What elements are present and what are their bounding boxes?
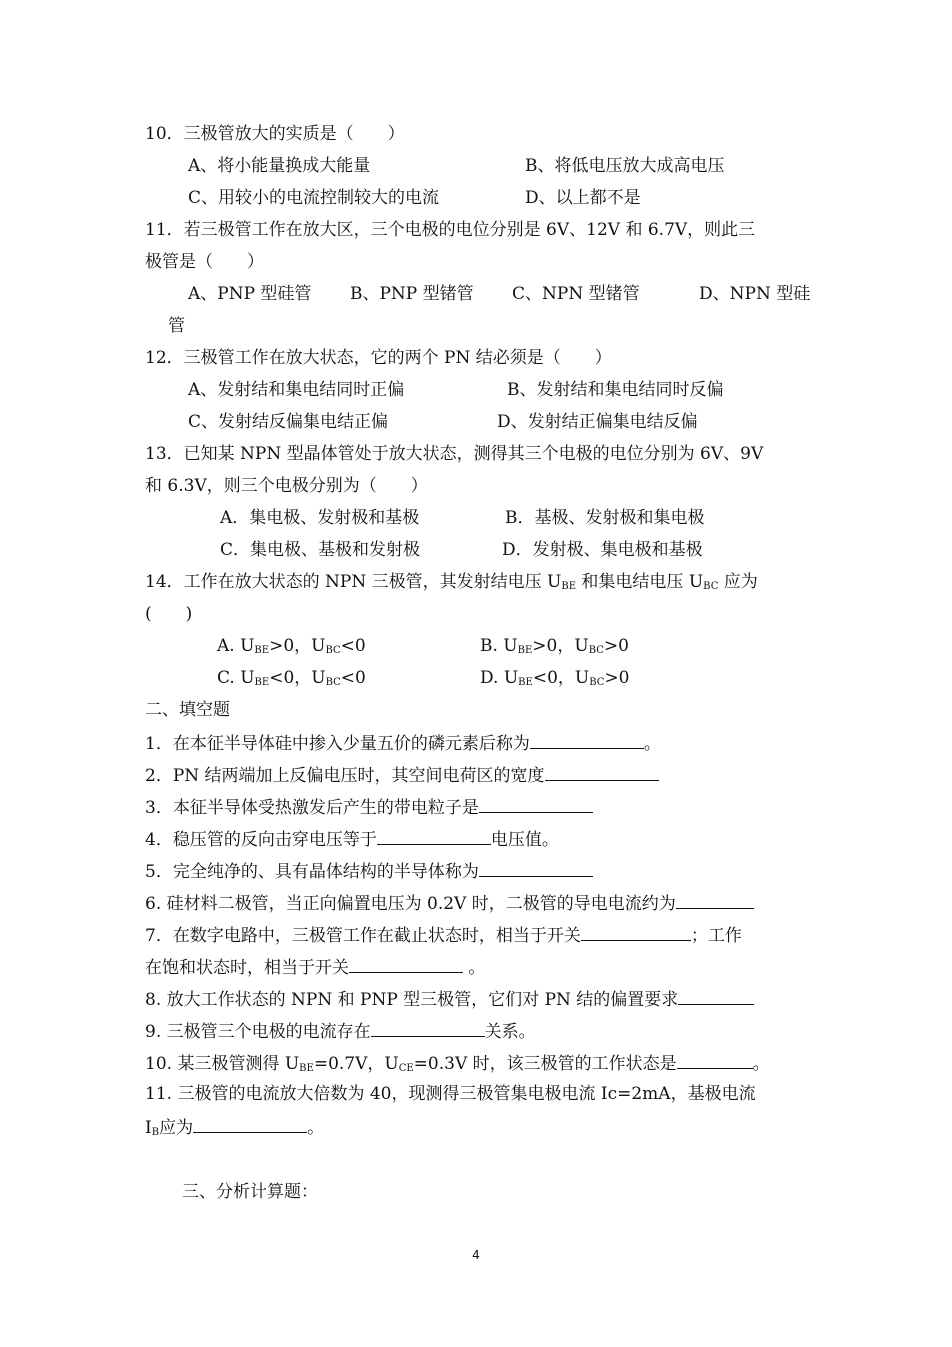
question-13-stem-line2: 和 6.3V，则三个电极分别为（ ）	[145, 476, 428, 496]
answer-blank[interactable]	[371, 1018, 485, 1037]
fill-2-text: 2．PN 结两端加上反偏电压时，其空间电荷区的宽度	[145, 766, 545, 786]
question-11-option-d: D、NPN 型硅	[699, 284, 811, 304]
fill-2	[145, 762, 659, 786]
fill-4-end: 电压值。	[490, 830, 559, 850]
question-11-option-a: A、PNP 型硅管	[188, 284, 312, 304]
opt-c-part: <0	[340, 668, 366, 688]
fill-9	[145, 1018, 536, 1042]
fill-10-end: 。	[752, 1054, 770, 1074]
opt-c-part: <0，U	[269, 668, 326, 688]
answer-blank[interactable]	[479, 794, 593, 813]
question-13-stem-line1: 13．已知某 NPN 型晶体管处于放大状态，测得其三个电极的电位分别为 6V、9V	[145, 444, 764, 464]
opt-c-part: C. U	[217, 668, 255, 688]
question-14-option-a	[217, 634, 366, 658]
opt-a-part: A. U	[217, 636, 255, 656]
question-12-option-c: C、发射结反偏集电结正偏	[188, 412, 389, 432]
question-11-stem-line1: 11．若三极管工作在放大区，三个电极的电位分别是 6V、12V 和 6.7V，则此三	[145, 220, 756, 240]
question-10-option-b: B、将低电压放大成高电压	[525, 156, 725, 176]
fill-10-text-a: 10. 某三极管测得 U	[145, 1054, 300, 1074]
opt-b-sub2: BC	[588, 645, 604, 656]
fill-7-text: 7．在数字电路中，三极管工作在截止状态时，相当于开关	[145, 926, 581, 946]
section-3-heading: 三、分析计算题：	[182, 1182, 318, 1202]
fill-7-mid: ；工作	[690, 926, 742, 946]
fill-6	[145, 890, 754, 914]
question-14-option-c	[217, 666, 366, 690]
fill-8	[145, 986, 754, 1010]
opt-a-part: >0，U	[269, 636, 326, 656]
opt-a-sub1: BE	[254, 645, 270, 656]
question-14-text-b: 和集电结电压 U	[576, 572, 704, 592]
answer-blank[interactable]	[545, 762, 659, 781]
question-11-option-c: C、NPN 型锗管	[512, 284, 640, 304]
fill-7-line2	[145, 954, 485, 978]
answer-blank[interactable]	[581, 922, 691, 941]
answer-blank[interactable]	[676, 890, 754, 909]
question-12-stem: 12．三极管工作在放大状态，它的两个 PN 结必须是（ ）	[145, 348, 612, 368]
fill-6-text: 6. 硅材料二极管，当正向偏置电压为 0.2V 时，二极管的导电电流约为	[145, 894, 676, 914]
fill-11-text-b: 应为	[159, 1118, 194, 1138]
question-13-option-d: D．发射极、集电极和基极	[502, 540, 703, 560]
question-10-option-c: C、用较小的电流控制较大的电流	[188, 188, 440, 208]
fill-11-text-a: I	[145, 1118, 152, 1138]
fill-11-end: 。	[307, 1118, 325, 1138]
subscript-be: BE	[561, 581, 577, 592]
fill-10-text-c: =0.3V 时，该三极管的工作状态是	[413, 1054, 677, 1074]
question-10-option-a: A、将小能量换成大能量	[188, 156, 371, 176]
question-12-option-d: D、发射结正偏集电结反偏	[497, 412, 698, 432]
fill-9-text: 9. 三极管三个电极的电流存在	[145, 1022, 371, 1042]
question-14-option-b	[480, 634, 629, 658]
question-14-stem-line2: ( )	[145, 604, 193, 624]
question-10-stem: 10．三极管放大的实质是（ ）	[145, 124, 405, 144]
subscript-b: B	[151, 1127, 160, 1138]
opt-d-part: >0	[604, 668, 630, 688]
opt-d-sub1: BE	[518, 677, 533, 688]
fill-10	[145, 1050, 770, 1074]
opt-c-sub2: BC	[325, 677, 341, 688]
question-13-option-c: C．集电极、基极和发射极	[220, 540, 421, 560]
answer-blank[interactable]	[530, 730, 644, 749]
question-13-option-b: B．基极、发射极和集电极	[505, 508, 705, 528]
answer-blank[interactable]	[377, 826, 491, 845]
subscript-bc: BC	[703, 581, 719, 592]
fill-5	[145, 858, 593, 882]
opt-b-part: >0	[603, 636, 629, 656]
question-11-option-d-continued: 管	[168, 316, 185, 336]
answer-blank[interactable]	[479, 858, 593, 877]
fill-4-text: 4．稳压管的反向击穿电压等于	[145, 830, 377, 850]
question-14-option-d	[480, 666, 629, 690]
fill-3-text: 3．本征半导体受热激发后产生的带电粒子是	[145, 798, 479, 818]
fill-7-text-2: 在饱和状态时，相当于开关	[145, 958, 349, 978]
opt-d-sub2: BC	[589, 677, 605, 688]
fill-10-text-b: =0.7V，U	[313, 1054, 399, 1074]
fill-3	[145, 794, 593, 818]
fill-8-text: 8. 放大工作状态的 NPN 和 PNP 型三极管，它们对 PN 结的偏置要求	[145, 990, 679, 1010]
fill-5-text: 5．完全纯净的、具有晶体结构的半导体称为	[145, 862, 479, 882]
answer-blank[interactable]	[193, 1114, 307, 1133]
fill-1-end: 。	[643, 734, 661, 754]
subscript-ce: CE	[398, 1063, 414, 1074]
fill-1-text: 1．在本征半导体硅中掺入少量五价的磷元素后称为	[145, 734, 530, 754]
fill-1	[145, 730, 661, 754]
opt-b-part: >0，U	[532, 636, 589, 656]
fill-11-line1: 11. 三极管的电流放大倍数为 40，现测得三极管集电极电流 Ic=2mA，基极电流	[145, 1084, 756, 1104]
page-number: 4	[472, 1248, 480, 1262]
question-13-option-a: A．集电极、发射极和基极	[220, 508, 420, 528]
opt-a-part: <0	[340, 636, 366, 656]
fill-4	[145, 826, 559, 850]
answer-blank[interactable]	[677, 1050, 753, 1069]
answer-blank[interactable]	[678, 986, 754, 1005]
opt-a-sub2: BC	[325, 645, 341, 656]
fill-9-end: 关系。	[484, 1022, 536, 1042]
subscript-be: BE	[299, 1063, 314, 1074]
question-12-option-a: A、发射结和集电结同时正偏	[188, 380, 405, 400]
question-11-stem-line2: 极管是（ ）	[145, 252, 264, 272]
question-14-text-a: 14．工作在放大状态的 NPN 三极管，其发射结电压 U	[145, 572, 562, 592]
fill-11-line2	[145, 1114, 324, 1138]
question-14-text-c: 应为	[718, 572, 758, 592]
opt-d-part: D. U	[480, 668, 519, 688]
opt-c-sub1: BE	[254, 677, 270, 688]
opt-b-sub1: BE	[517, 645, 533, 656]
question-11-option-b: B、PNP 型锗管	[350, 284, 474, 304]
question-14-stem-line1	[145, 570, 758, 594]
answer-blank[interactable]	[349, 954, 463, 973]
section-2-heading: 二、填空题	[145, 700, 230, 720]
opt-d-part: <0，U	[532, 668, 590, 688]
opt-b-part: B. U	[480, 636, 518, 656]
question-12-option-b: B、发射结和集电结同时反偏	[507, 380, 724, 400]
question-10-option-d: D、以上都不是	[525, 188, 641, 208]
fill-7-line1	[145, 922, 742, 946]
fill-7-end: 。	[463, 958, 486, 978]
